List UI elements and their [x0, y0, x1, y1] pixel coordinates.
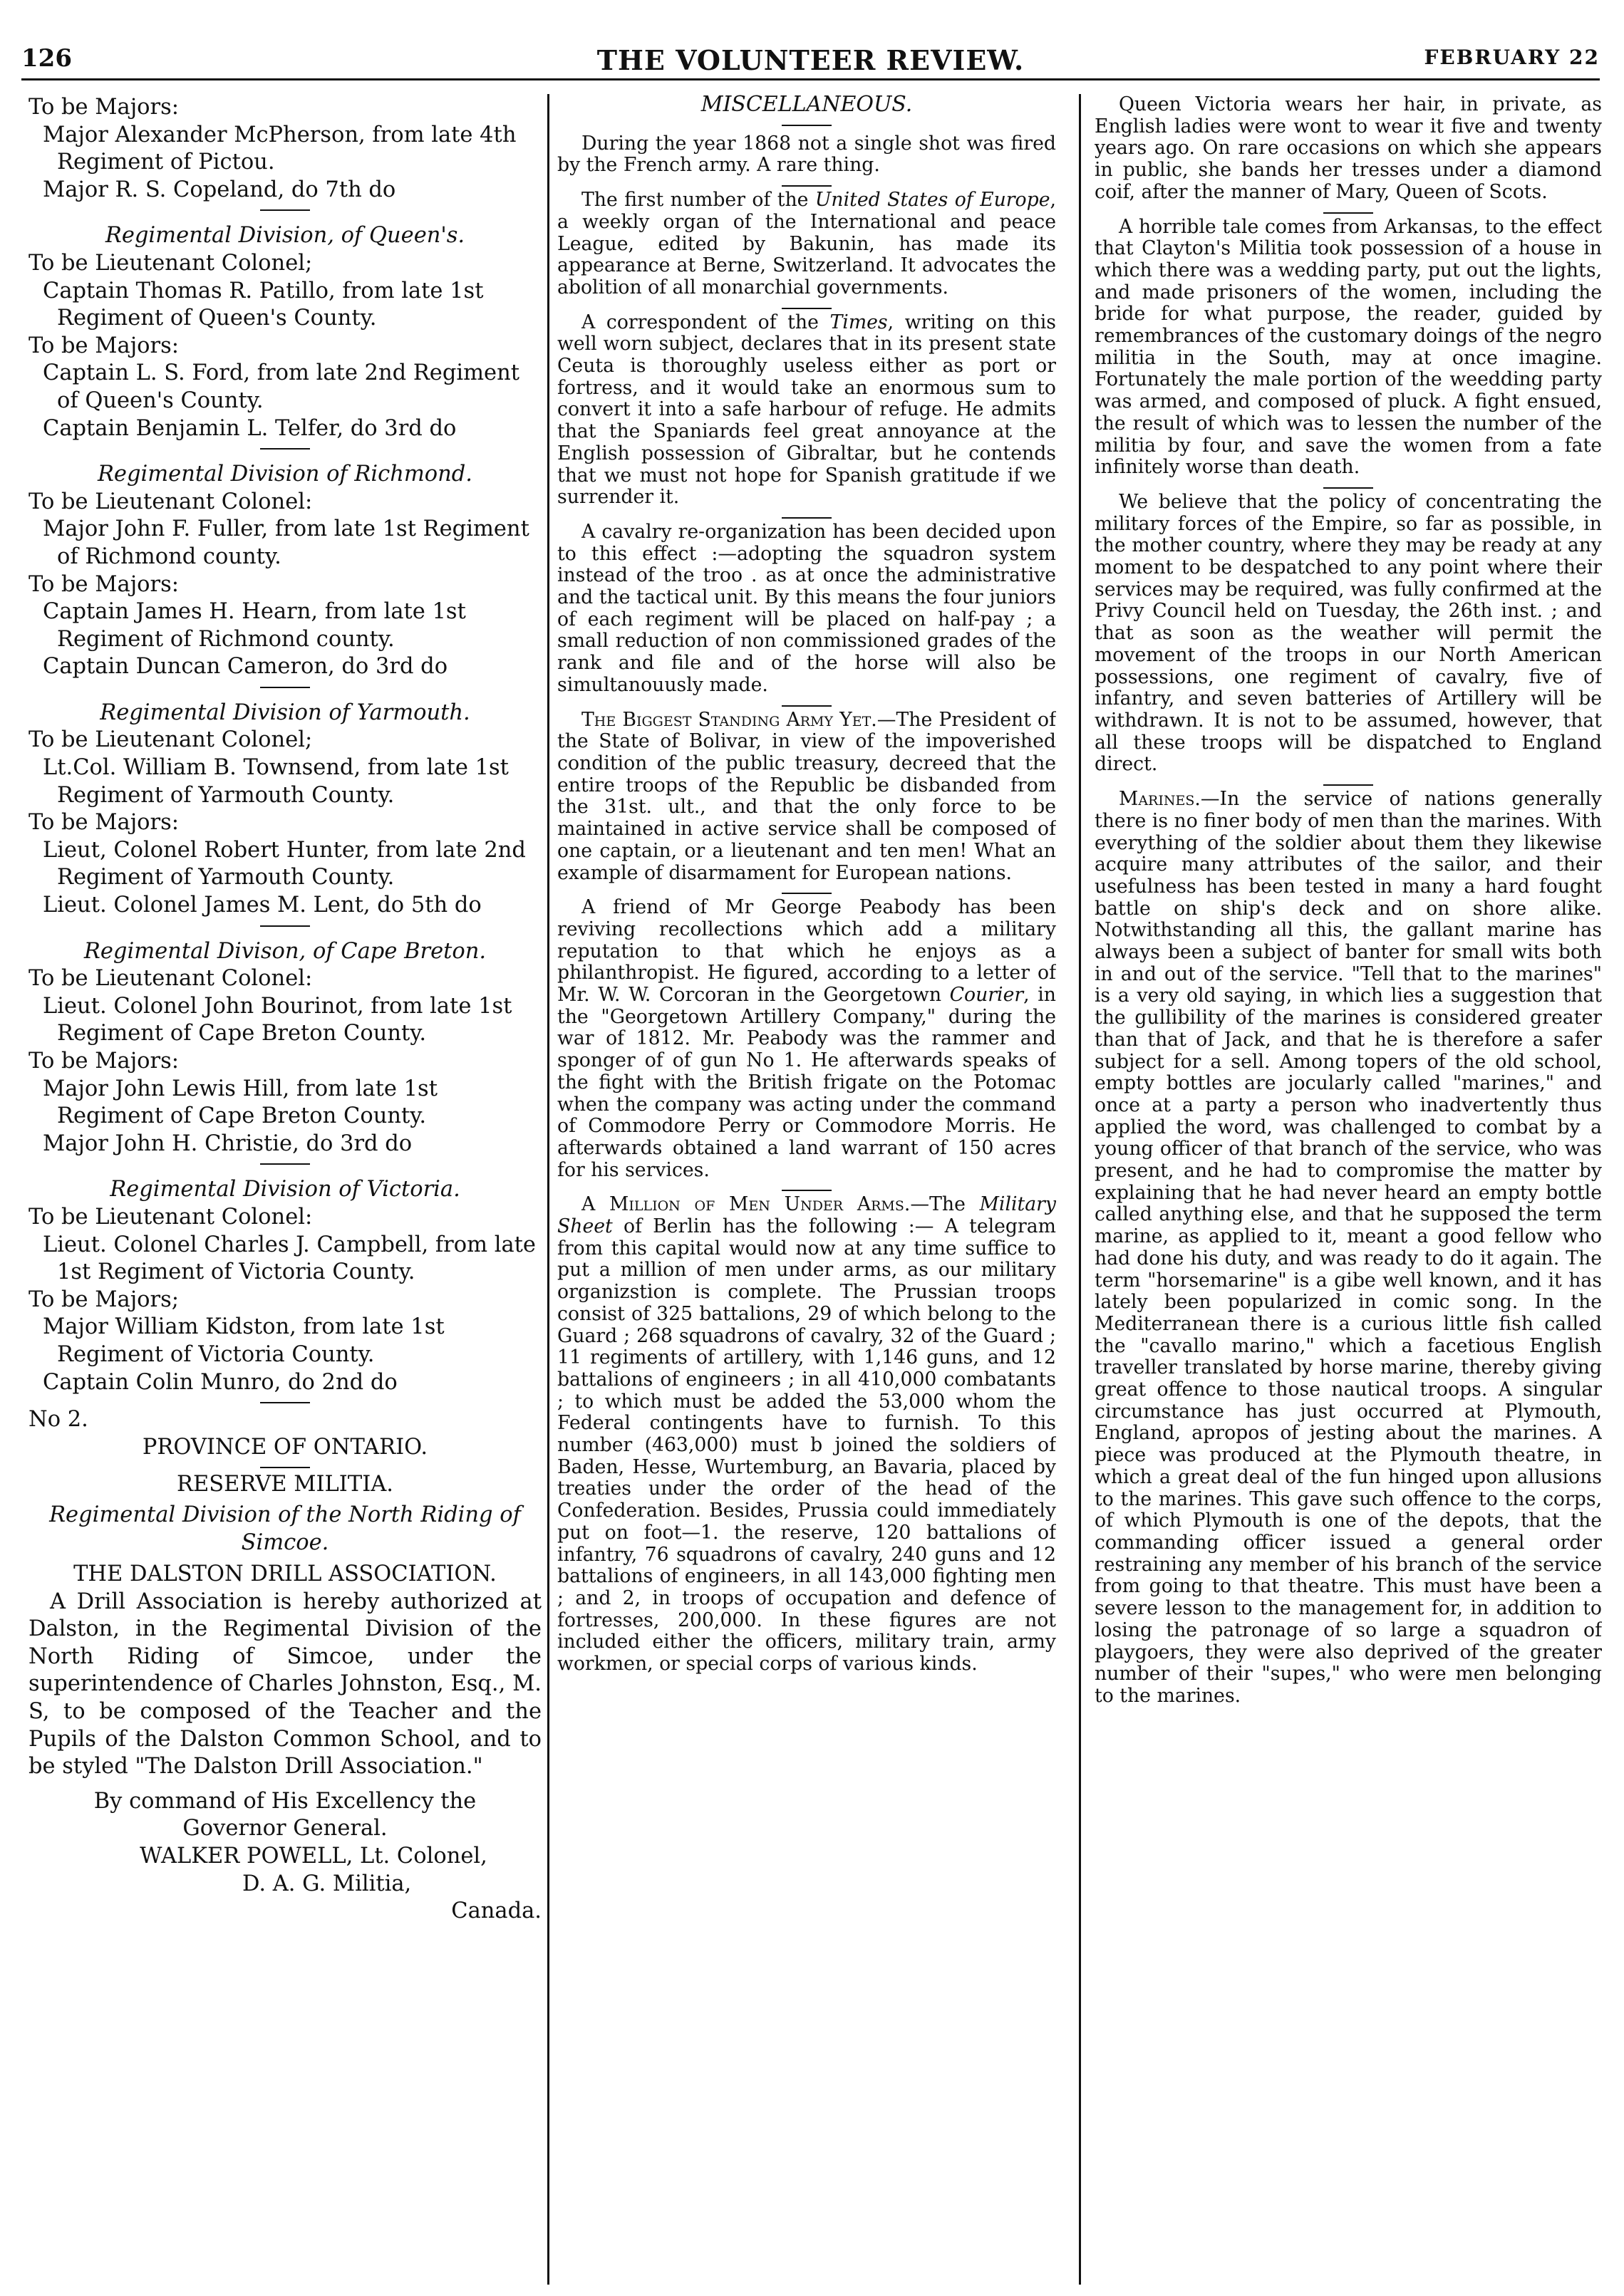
separator — [260, 448, 310, 450]
miscellaneous-heading: MISCELLANEOUS. — [700, 94, 913, 117]
section-heading: Regimental Division of the North Riding of Simcoe. — [49, 1502, 521, 1555]
appointment: Captain James H. Hearn, from late 1st Regiment of Richmond county. — [43, 599, 466, 652]
separator — [260, 1402, 310, 1403]
text-line: To be Lieutenant Colonel; — [29, 727, 313, 753]
text-line: To be Majors: — [29, 95, 180, 120]
separator — [782, 308, 832, 309]
appointment: Major John Lewis Hill, from late 1st Regiment of Cape Breton County. — [43, 1076, 438, 1129]
column-2 — [557, 94, 1056, 2288]
separator — [782, 125, 832, 126]
text-line: To be Lieutenant Colonel: — [29, 1204, 313, 1230]
text-line: To be Lieutenant Colonel: — [29, 966, 313, 992]
text-line: To be Majors: — [29, 333, 180, 358]
separator — [260, 925, 310, 927]
signature-line: WALKER POWELL, Lt. Colonel, — [140, 1844, 487, 1869]
article-paragraph: The first number of the United States of Europe, a weekly organ of the International and peace League, edited by Bakunin, has made its appearance at Berne, Switzerland. It advocates the abolition of all monarchial governments. — [557, 189, 1056, 298]
by-command: By command of His Excellency the Governor General. — [93, 1788, 477, 1842]
section-heading: Regimental Division of Yarmouth. — [100, 700, 470, 725]
appointment: Lieut, Colonel Robert Hunter, from late 2nd Regiment of Yarmouth County. — [43, 837, 526, 890]
column-3 — [1095, 94, 1602, 2288]
text-line: To be Majors: — [29, 571, 180, 597]
article-paragraph: A correspondent of the Times, writing on this well worn subject, declares that in its present state Ceuta is thoroughly useless either as port or fortress, and it would take an enormous sum to convert it into a safe harbour of refuge. He admits that the Spaniards feel great annoyance at the English possession of Gibraltar, but he contends that we must not hope for Spanish gratitude if we surrender it. — [557, 311, 1056, 509]
section-heading: Regimental Division of Richmond. — [97, 462, 473, 487]
newspaper-title: THE VOLUNTEER REVIEW. — [596, 44, 1025, 76]
separator — [782, 1190, 832, 1191]
appointment: Captain Duncan Cameron, do 3rd do — [43, 654, 448, 680]
text-line: To be Lieutenant Colonel: — [29, 489, 313, 514]
separator — [260, 1163, 310, 1165]
column-1 — [29, 94, 542, 2288]
text-line: To be Majors: — [29, 810, 180, 836]
separator — [260, 1467, 310, 1468]
article-paragraph: During the year 1868 not a single shot was fired by the French army. A rare thing. — [557, 132, 1056, 177]
province-heading: PROVINCE OF ONTARIO. — [142, 1434, 428, 1460]
appointment: Major John H. Christie, do 3rd do — [43, 1131, 413, 1156]
section-heading: Regimental Division of Victoria. — [110, 1177, 460, 1202]
appointment: Captain Thomas R. Patillo, from late 1st Regiment of Queen's County. — [43, 278, 484, 331]
reserve-heading: RESERVE MILITIA. — [177, 1472, 393, 1497]
separator — [782, 893, 832, 894]
issue-date: FEBRUARY 22 — [1424, 46, 1600, 69]
signature-line: Canada. — [451, 1898, 542, 1924]
appointment: Captain Benjamin L. Telfer, do 3rd do — [43, 415, 457, 441]
separator — [1323, 784, 1373, 786]
appointment: Major Alexander McPherson, from late 4th Regiment of Pictou. — [43, 122, 517, 175]
text-line: No 2. — [29, 1407, 88, 1433]
appointment: Captain L. S. Ford, from late 2nd Regiment of Queen's County. — [43, 360, 519, 413]
column-rule-1 — [547, 94, 549, 2285]
separator — [782, 517, 832, 519]
page-header — [21, 44, 1600, 80]
appointment: Captain Colin Munro, do 2nd do — [43, 1369, 398, 1395]
column-rule-2 — [1079, 94, 1081, 2285]
page-number: 126 — [21, 44, 72, 73]
appointment: Major John F. Fuller, from late 1st Regiment of Richmond county. — [43, 516, 529, 569]
text-line: To be Majors; — [29, 1287, 180, 1312]
dalston-paragraph: A Drill Association is hereby authorized at Dalston, in the Regimental Division of the North Riding of Simcoe, under the superintendence of Charles Johnston, Esq., M. S, to be composed of the Teacher and the Pupils of the Dalston Common School, and to be styled "The Dalston Drill Association." — [29, 1589, 542, 1780]
appointment: Major William Kidston, from late 1st Regiment of Victoria County. — [43, 1314, 445, 1367]
separator — [1323, 487, 1373, 489]
appointment: Lieut. Colonel James M. Lent, do 5th do — [43, 893, 482, 918]
article-paragraph: The Biggest Standing Army Yet.—The President of the State of Bolivar, in view of the impoverished condition of the public treasury, decreed that the entire troops of the Republic be disbanded from the 31st. ult., and that the only force to be maintained in active service shall be composed of one captain, or a lieutenant and ten men! What an example of disarmament for European nations. — [557, 708, 1056, 884]
separator — [782, 185, 832, 187]
signature-line: D. A. G. Militia, — [242, 1871, 412, 1896]
separator — [260, 209, 310, 211]
article-paragraph: Marines.—In the service of nations generally there is no finer body of men than the marines. With everything of the soldier about them they likewise acquire many attributes of the sailor, and their usefulness has been tested in many a hard fought battle on ship's deck and on shore alike. Notwithstanding all this, the gallant marine has always been a subject of banter for small wits both in and out of the service. "Tell that to the marines" is a very old saying, in which lies a suggestion that the gullibility of the marines is considered greater than that of Jack, and that he is therefore a safer subject for a sell. Among topers of the old school, empty bottles are jocularly called "marines," and once at a party a person who inadvertently thus applied the word, was challenged to combat by a young officer of that branch of the service, who was present, and he had to compromise the matter by explaining that he had never heard an empty bottle called anything else, and that he supposed the term marine, as applied to it, meant a good fellow who had done his duty, and was ready to do it again. The term "horsemarine" is a gibe well known, and it has lately been popularized in comic song. In the Mediterranean there is a curious little fish called the "cavallo marino," which a facetious English traveller translated by horse marine, thereby giving great offence to those nautical troops. A singular circumstance has just occurred at Plymouth, England, apropos of jesting about the marines. A piece was produced at the Plymouth theatre, in which a great deal of the fun hinged upon allusions to the marines. This gave such offence to the corps, of which Plymouth is one of the depots, that the commanding officer issued a general order restraining any member of his branch of the service from going to that theatre. This must have been a severe lesson to the management for, in addition to losing the patronage of so large a squadron of playgoers, they were also deprived of the greater number of their "supes," who were men belonging to the marines. — [1095, 788, 1602, 1707]
appointment: Lieut. Colonel Charles J. Campbell, from late 1st Regiment of Victoria County. — [43, 1232, 536, 1285]
separator — [782, 705, 832, 707]
section-heading: Regimental Division, of Queen's. — [105, 223, 465, 249]
article-paragraph: We believe that the policy of concentrating the military forces of the Empire, so far as possible, in the mother country, where they may be ready at any moment to be despatched to any point where their services may be required, was fully confirmed at the Privy Council held on Tuesday, the 26th inst. ; and that as soon as the weather will permit the movement of the troops in our North American possessions, one regiment of cavalry, five of infantry, and seven batteries of Artillery will be withdrawn. It is not to be assumed, however, that all these troops will be dispatched to England direct. — [1095, 490, 1602, 776]
text-line: To be Lieutenant Colonel; — [29, 250, 313, 276]
appointment: Major R. S. Copeland, do 7th do — [43, 177, 396, 202]
article-paragraph: Queen Victoria wears her hair, in private, as English ladies were wont to wear it five and twenty years ago. On rare occasions on which she appears in public, she bands her tresses under a diamond coif, after the manner of Mary, Queen of Scots. — [1095, 94, 1602, 203]
appointment: Lt.Col. William B. Townsend, from late 1st Regiment of Yarmouth County. — [43, 755, 509, 808]
article-paragraph: A Million of Men Under Arms.—The Military Sheet of Berlin has the following :— A telegram from this capital would now at any time suffice to put a million of men under arms, as our military organizstion is complete. The Prussian troops consist of 325 battalions, 29 of which belong to the Guard ; 268 squadrons of cavalry, 32 of the Guard ; 11 regiments of artillery, with 1,146 guns, and 12 battalions of engineers ; in all 410,000 combatants ; to which must be added the 53,000 whom the Federal contingents have to furnish. To this number (463,000) must b joined the soldiers of Baden, Hesse, Wurtemburg, an Bavaria, placed by treaties under the order of the head of the Confederation. Besides, Prussia could immediately put on foot—1. the reserve, 120 battalions of infantry, 76 squadrons of cavalry, 240 guns and 12 battalions of engineers, in all 143,000 fighting men ; and 2, in troops of occupation and defence of fortresses, 200,000. In these figures are not included either the officers, military train, army workmen, or special corps of various kinds. — [557, 1193, 1056, 1676]
separator — [1323, 212, 1373, 214]
separator — [260, 687, 310, 688]
article-paragraph: A friend of Mr George Peabody has been reviving recollections which add a military reputation to that which he enjoys as a philanthropist. He figured, according to a letter of Mr. W. W. Corcoran in the Georgetown Courier, in the "Georgetown Artillery Company," during the war of 1812. Mr. Peabody was the rammer and sponger of of gun No 1. He afterwards speaks of the fight with the British frigate on the Potomac when the company was acting under the command of Commodore Perry or Commodore Morris. He afterwards obtained a land warrant of 150 acres for his services. — [557, 896, 1056, 1181]
section-heading: Regimental Divison, of Cape Breton. — [83, 938, 487, 964]
article-paragraph: A cavalry re-organization has been decided upon to this effect :—adopting the squadron system instead of the troo . as at once the administrative and the tactical unit. By this means the four juniors of each regiment will be placed on half-pay ; a small reduction of non commissioned grades of the rank and file and of the horse will also be simultanouusly made. — [557, 520, 1056, 696]
article-paragraph: A horrible tale comes from Arkansas, to the effect that Clayton's Militia took possession of a house in which there was a wedding party, put out the lights, and made prisoners of the women, including the bride for what purpose, the reader, guided by remembrances of the customary doings of the negro militia in the South, may at once imagine. Fortunately the male portion of the weedding party was armed, and composed of pluck. A fight ensued, the result of which was to lessen the number of the militia by four, and save the women from a fate infinitely worse than death. — [1095, 215, 1602, 479]
appointment: Lieut. Colonel John Bourinot, from late 1st Regiment of Cape Breton County. — [43, 993, 512, 1046]
text-line: To be Majors: — [29, 1049, 180, 1074]
association-heading: THE DALSTON DRILL ASSOCIATION. — [73, 1562, 497, 1587]
